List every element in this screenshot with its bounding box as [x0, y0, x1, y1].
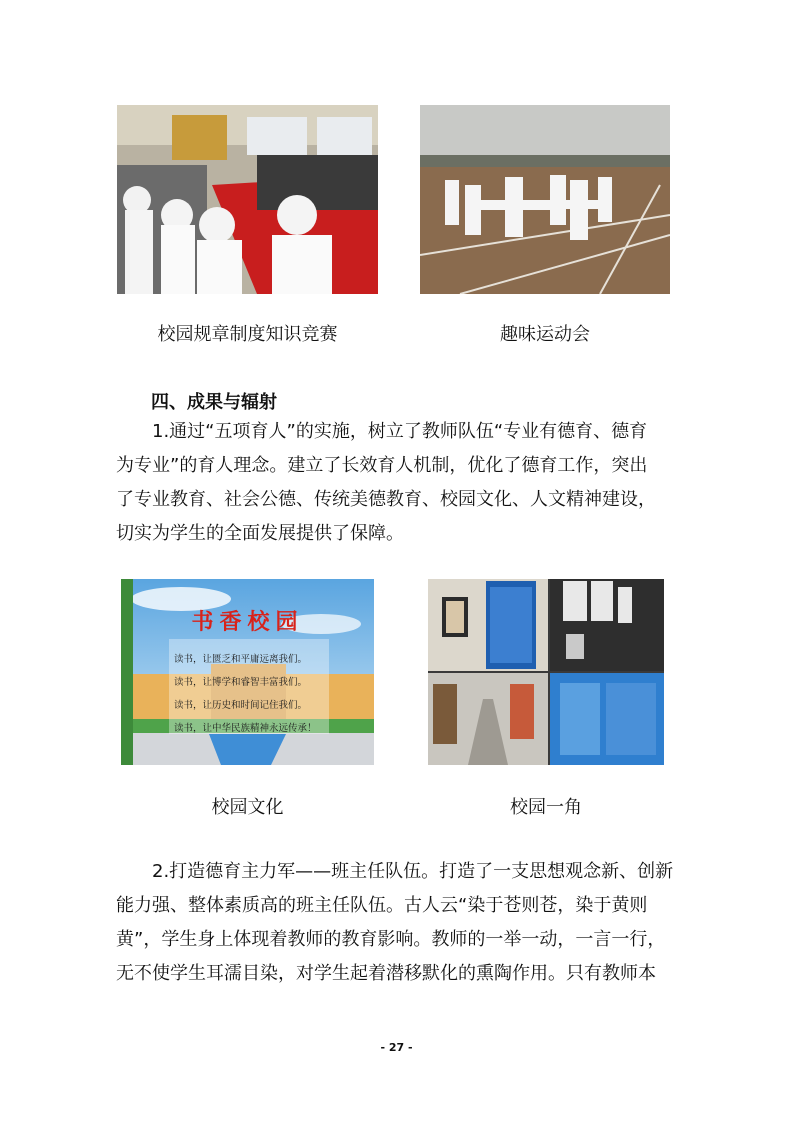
poster-line: 读书，让匮乏和平庸远离我们。	[174, 654, 308, 665]
paragraph-line: 能力强、整体素质高的班主任队伍。古人云“染于苍则苍，染于黄则	[116, 895, 648, 916]
poster-lines	[174, 648, 317, 740]
section-heading: 四、成果与辐射	[151, 392, 277, 413]
campus-corner-caption: 校园一角	[510, 797, 582, 818]
poster-title: 书香校园	[191, 609, 304, 635]
poster-line: 读书，让中华民族精神永远传承！	[174, 723, 317, 734]
paragraph-line: 1.通过“五项育人”的实施，树立了教师队伍“专业有德育、德育	[152, 421, 648, 442]
paragraph-line: 了专业教育、社会公德、传统美德教育、校园文化、人文精神建设，	[116, 489, 656, 510]
paragraph-line: 黄”，学生身上体现着教师的教育影响。教师的一举一动，一言一行，	[116, 929, 666, 950]
poster-line: 读书，让博学和睿智丰富我们。	[174, 677, 308, 688]
sports-meet-photo	[420, 105, 670, 294]
sports-meet-caption: 趣味运动会	[500, 324, 590, 345]
paragraph-class-teachers	[116, 855, 686, 991]
paragraph-line: 切实为学生的全面发展提供了保障。	[116, 523, 404, 544]
page-number: - 27 -	[380, 1041, 413, 1054]
paragraph-line: 2.打造德育主力军——班主任队伍。打造了一支思想观念新、创新	[152, 861, 674, 882]
campus-corner-photo	[428, 579, 664, 765]
paragraph-results	[116, 415, 686, 551]
campus-culture-caption: 校园文化	[211, 797, 284, 818]
paragraph-line: 为专业”的育人理念。建立了长效育人机制，优化了德育工作，突出	[116, 455, 648, 476]
contest-photo	[117, 105, 378, 294]
paragraph-line: 无不使学生耳濡目染，对学生起着潜移默化的熏陶作用。只有教师本	[116, 963, 656, 984]
contest-caption: 校园规章制度知识竞赛	[157, 324, 338, 345]
poster-line: 读书，让历史和时间记住我们。	[174, 700, 308, 711]
